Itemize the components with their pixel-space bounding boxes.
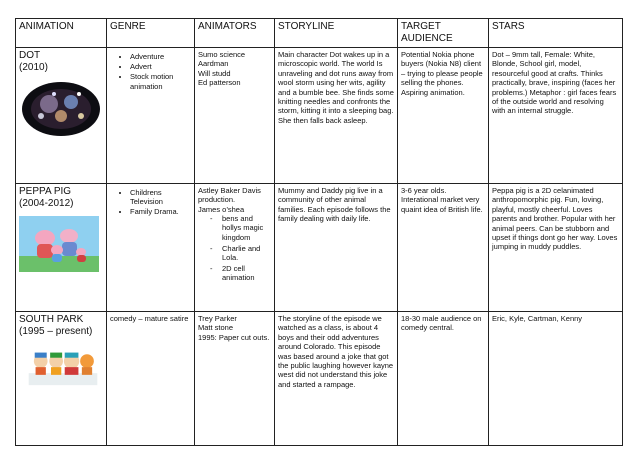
list-item: • Adventure bbox=[130, 52, 191, 61]
header-row bbox=[16, 19, 623, 48]
animator-line: 1995: Paper cut outs. bbox=[198, 332, 270, 342]
stars-cell: Peppa pig is a 2D celanimated anthropomorphic pig. Fun, loving, playful, mostly cheerful. Loves parents and brother. Popular with her animal peers. Can be stubborn and upset if things dont go her way. Loves jumping in muddy puddles. bbox=[489, 184, 623, 312]
animation-years: (2004-2012) bbox=[19, 198, 74, 209]
list-item: • Stock motion animation bbox=[130, 72, 191, 90]
header-animation: ANIMATION bbox=[16, 19, 107, 48]
animation-years: (1995 – present) bbox=[19, 326, 93, 337]
list-item: - 2D cell animation bbox=[222, 264, 271, 282]
genre-list bbox=[110, 52, 191, 91]
animation-title: PEPPA PIG bbox=[19, 186, 72, 197]
header-genre: GENRE bbox=[107, 19, 195, 48]
animator-line: Trey Parker bbox=[198, 314, 237, 323]
animation-years: (2010) bbox=[19, 62, 48, 73]
animation-cell bbox=[16, 48, 107, 184]
animator-line: Aardman bbox=[198, 59, 229, 69]
target-line: 3-6 year olds. Interational market very quaint idea of British life. bbox=[401, 186, 483, 214]
genre-cell: comedy – mature satire bbox=[107, 312, 195, 446]
target-line: Potential Nokia phone buyers (Nokia N8) client – trying to please people selling the phones. bbox=[401, 50, 483, 88]
animator-line: Matt stone bbox=[198, 323, 234, 333]
storyline-cell: Main character Dot wakes up in a microscopic world. The world Is unraveling and dot runs away from wool storm using her wits, agility and a bumble bee. She finds some knitting needles and confronts the storm, kitting it into a sleeping bag. She then falls back asleep. bbox=[275, 48, 398, 184]
storyline-cell: Mummy and Daddy pig live in a community of other animal families. Each episode follows the family dealing with daily life. bbox=[275, 184, 398, 312]
animation-comparison-table bbox=[15, 18, 623, 446]
animators-cell bbox=[195, 48, 275, 184]
table-row bbox=[16, 48, 623, 184]
target-line: Aspiring animation. bbox=[401, 87, 465, 97]
animation-title: SOUTH PARK bbox=[19, 314, 84, 325]
animation-title: DOT bbox=[19, 50, 41, 61]
animator-dash-list bbox=[198, 214, 271, 282]
target-audience-cell bbox=[398, 48, 489, 184]
header-animators: ANIMATORS bbox=[195, 19, 275, 48]
list-item: • Family Drama. bbox=[130, 207, 191, 216]
dot-thumbnail-image bbox=[21, 80, 101, 136]
genre-cell bbox=[107, 48, 195, 184]
stars-cell: Dot – 9mm tall, Female: White, Blonde, School girl, model, resourceful good at crafts. Thinks practically, brave, inspiring (faces her problems.) Metaphor : girl faces fears of the outside world and resolving with an internal struggle. bbox=[489, 48, 623, 184]
header-stars: STARS bbox=[489, 19, 623, 48]
table-row bbox=[16, 184, 623, 312]
animator-line: Sumo science bbox=[198, 50, 246, 59]
list-item: - Charlie and Lola. bbox=[222, 244, 271, 262]
animators-cell bbox=[195, 312, 275, 446]
animator-line: Ed patterson bbox=[198, 78, 241, 88]
target-audience-cell bbox=[398, 184, 489, 312]
genre-cell bbox=[107, 184, 195, 312]
header-target-audience: TARGET AUDIENCE bbox=[398, 19, 489, 48]
genre-list bbox=[110, 188, 191, 217]
south-park-thumbnail-image bbox=[23, 344, 103, 392]
animator-line: James o’shea bbox=[198, 204, 245, 214]
table-row bbox=[16, 312, 623, 446]
list-item: - bens and hollys magic kingdom bbox=[222, 214, 271, 242]
peppa-pig-thumbnail-image bbox=[19, 216, 99, 272]
list-item: • Advert bbox=[130, 62, 191, 71]
target-line: 18-30 male audience on comedy central. bbox=[401, 314, 482, 333]
animator-line: Will studd bbox=[198, 68, 231, 78]
animation-cell bbox=[16, 184, 107, 312]
animators-cell bbox=[195, 184, 275, 312]
animator-line: Astley Baker Davis production. bbox=[198, 186, 261, 205]
stars-cell: Eric, Kyle, Cartman, Kenny bbox=[489, 312, 623, 446]
animation-cell bbox=[16, 312, 107, 446]
storyline-cell: The storyline of the episode we watched as a class, is about 4 boys and their odd adventures around Colorado. This episode was based around a joke that got the public laughing however kayne west did not understand this joke and started a rampage. bbox=[275, 312, 398, 446]
target-audience-cell bbox=[398, 312, 489, 446]
header-storyline: STORYLINE bbox=[275, 19, 398, 48]
list-item: • Childrens Television bbox=[130, 188, 191, 206]
